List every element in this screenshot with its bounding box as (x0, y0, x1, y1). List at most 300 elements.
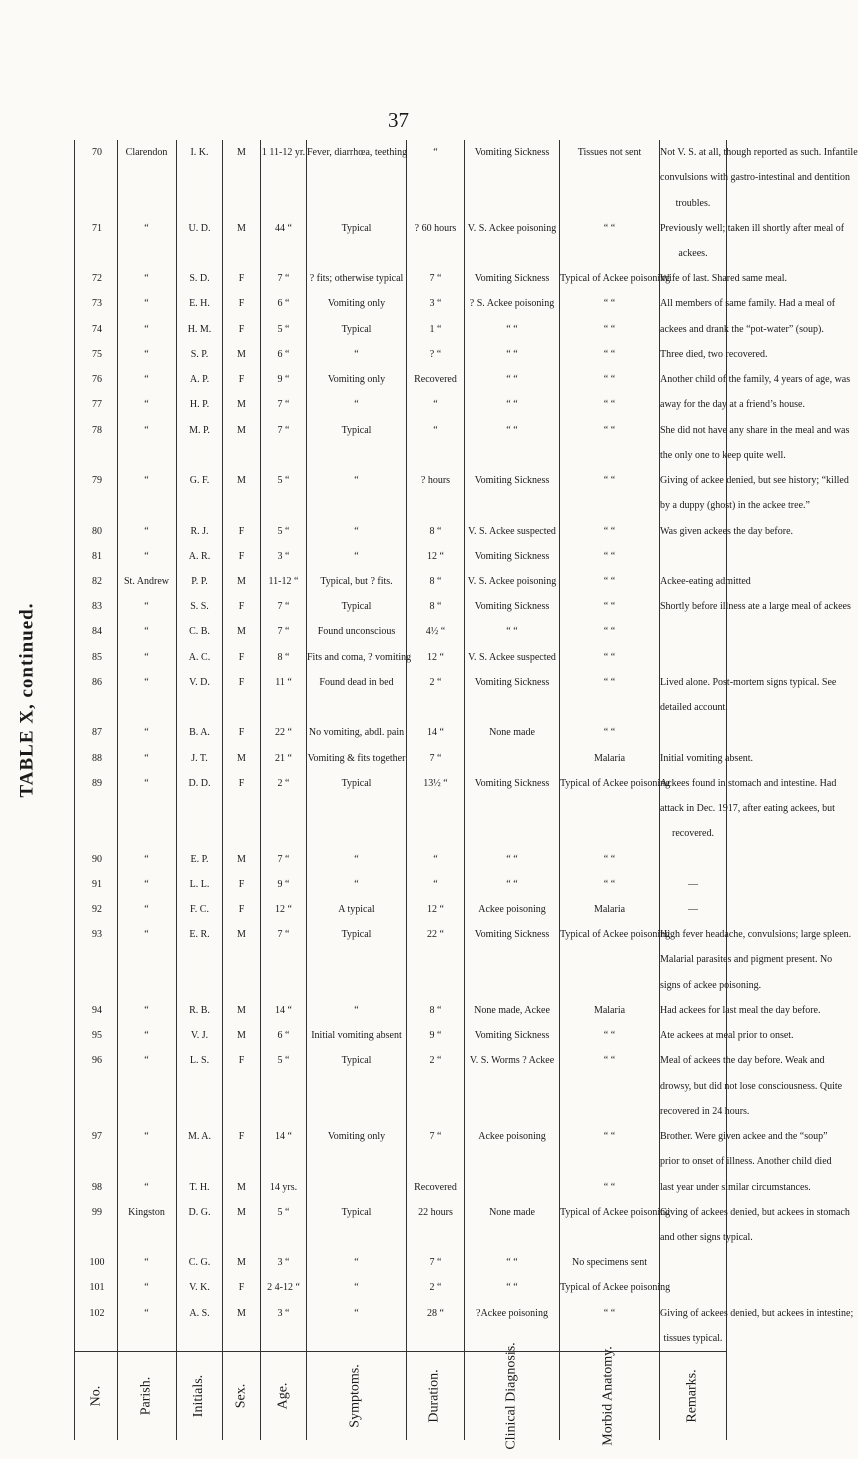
cell-sex (222, 998, 261, 1023)
cell-text: 4½ “ (425, 626, 446, 638)
cell-text: “ (144, 1282, 149, 1294)
cell-age (260, 594, 307, 619)
cell-sex (222, 468, 261, 493)
cell-sex (222, 241, 261, 266)
cell-text: “ “ (603, 576, 616, 587)
cell-text: D. D. (188, 777, 211, 789)
cell-initials (176, 720, 223, 745)
cell-text: “ “ (506, 1257, 518, 1269)
cell-symptoms (306, 1149, 407, 1174)
cell-parish (116, 973, 177, 998)
cell-initials (176, 645, 223, 670)
cell-symptoms (306, 973, 407, 998)
cell-morbid (559, 846, 660, 871)
cell-text: 5 “ (277, 323, 290, 335)
cell-text: M (237, 475, 246, 487)
cell-text: “ (144, 676, 149, 688)
cell-no (75, 670, 119, 695)
cell-sex (222, 796, 261, 821)
cell-clinical (464, 342, 560, 367)
cell-clinical (464, 1023, 560, 1048)
cell-symptoms (306, 518, 407, 543)
cell-text: “ (354, 525, 359, 537)
cell-age (260, 241, 307, 266)
cell-text: Ackee poisoning (478, 1131, 546, 1143)
cell-symptoms (306, 1301, 407, 1326)
cell-symptoms (306, 594, 407, 619)
cell-text: Brother. Were given ackee and the “soup” (660, 1131, 828, 1143)
cell-text: Typical of Ackee poisoning (560, 1282, 671, 1294)
cell-age (260, 720, 307, 745)
cell-morbid (559, 670, 660, 695)
cell-text: 9 “ (277, 374, 290, 386)
cell-text: 80 (92, 525, 102, 537)
cell-symptoms (306, 1073, 407, 1098)
cell-text: F (238, 1055, 245, 1067)
cell-morbid (559, 317, 660, 342)
cell-text: “ “ (603, 323, 616, 335)
cell-text: 14 “ (275, 1131, 292, 1143)
cell-text: 3 “ (277, 1257, 290, 1269)
cell-text: “ “ (603, 1307, 616, 1319)
cell-symptoms (306, 695, 407, 720)
cell-morbid (559, 1200, 671, 1225)
cell-text: troubles. (675, 197, 711, 209)
cell-text: Malaria (593, 903, 626, 915)
cell-morbid (559, 796, 660, 821)
cell-clinical (464, 1048, 560, 1073)
cell-text: 11 “ (275, 676, 292, 688)
cell-no (75, 695, 119, 720)
cell-text: “ (144, 1257, 149, 1269)
cell-remarks (659, 216, 845, 241)
cell-clinical (464, 443, 560, 468)
cell-text: M. P. (189, 424, 210, 436)
cell-remarks (659, 746, 754, 771)
cell-text: St. Andrew (124, 576, 169, 587)
cell-age (260, 342, 307, 367)
cell-duration (406, 569, 465, 594)
cell-parish (116, 670, 177, 695)
cell-parish (116, 1301, 177, 1326)
cell-initials (176, 190, 223, 215)
cell-clinical (464, 1124, 560, 1149)
cell-age (260, 998, 307, 1023)
cell-clinical (464, 619, 560, 644)
cell-text: M (237, 576, 246, 587)
cell-age (260, 897, 307, 922)
cell-text: 82 (92, 576, 102, 587)
cell-initials (176, 771, 223, 796)
cell-text: F (238, 525, 245, 537)
cell-duration (406, 1048, 465, 1073)
cell-duration (406, 947, 465, 972)
cell-text: A. R. (188, 550, 211, 562)
cell-text: 8 “ (429, 525, 442, 537)
cell-text: “ “ (506, 878, 518, 890)
cell-morbid (559, 190, 660, 215)
cell-text: “ “ (603, 651, 616, 663)
cell-symptoms (306, 1048, 407, 1073)
cell-morbid (559, 569, 660, 594)
cell-remarks (659, 392, 805, 417)
cell-remarks (659, 443, 786, 468)
header-parish: Parish. (138, 1376, 153, 1416)
cell-parish (116, 695, 177, 720)
cell-clinical (464, 645, 560, 670)
cell-text: 92 (92, 903, 102, 915)
cell-initials (176, 140, 223, 165)
cell-text: “ (144, 626, 149, 638)
cell-text: “ (354, 1307, 359, 1319)
cell-text: 93 (92, 929, 102, 941)
cell-text: “ (354, 878, 359, 890)
cell-text: F (238, 273, 245, 285)
cell-text: Initial vomiting absent (311, 1030, 402, 1042)
cell-age (260, 1301, 307, 1326)
cell-text: 3 “ (429, 298, 442, 310)
cell-morbid (559, 468, 660, 493)
cell-no (75, 947, 119, 972)
cell-symptoms (306, 266, 407, 291)
cell-text: Fits and coma, ? vomiting (307, 651, 412, 663)
cell-text: L. S. (189, 1055, 210, 1067)
cell-initials (176, 998, 223, 1023)
cell-clinical (464, 872, 560, 897)
cell-text: M. A. (187, 1131, 212, 1143)
cell-no (75, 342, 119, 367)
cell-text: 88 (92, 752, 102, 764)
cell-text: 5 “ (277, 1206, 290, 1218)
cell-text: She did not have any share in the meal and was (660, 424, 850, 436)
cell-text: 90 (92, 853, 102, 865)
cell-parish (116, 947, 177, 972)
cell-sex (222, 1023, 261, 1048)
header-no: No. (88, 1385, 103, 1407)
cell-text: ? S. Ackee poisoning (469, 298, 555, 310)
cell-text: S. P. (190, 348, 209, 360)
cell-duration (406, 846, 465, 871)
cell-morbid (559, 1073, 660, 1098)
cell-sex (222, 418, 261, 443)
cell-text: A. C. (188, 651, 211, 663)
cell-age (260, 872, 307, 897)
cell-text: F (238, 1131, 245, 1143)
cell-text: 83 (92, 601, 102, 613)
cell-text: 8 “ (277, 651, 290, 663)
cell-symptoms (306, 342, 407, 367)
cell-text: 2 “ (429, 1055, 442, 1067)
cell-sex (222, 973, 261, 998)
cell-sex (222, 518, 261, 543)
cell-clinical (464, 1250, 560, 1275)
cell-text: “ (144, 550, 149, 562)
cell-clinical (464, 746, 560, 771)
cell-text: 5 “ (277, 525, 290, 537)
cell-text: Vomiting Sickness (474, 273, 550, 285)
cell-symptoms (306, 216, 407, 241)
cell-symptoms (306, 140, 407, 165)
cell-text: No specimens sent (572, 1257, 647, 1269)
cell-sex (222, 947, 261, 972)
cell-sex (222, 771, 261, 796)
cell-text: “ “ (603, 1030, 616, 1042)
cell-text: E. R. (189, 929, 210, 941)
cell-morbid (559, 821, 660, 846)
cell-text: last year under similar circumstances. (660, 1181, 811, 1193)
cell-initials (176, 922, 223, 947)
cell-text: “ (144, 1181, 149, 1193)
cell-parish (116, 291, 177, 316)
cell-text: 85 (92, 651, 102, 663)
cell-symptoms (306, 241, 407, 266)
cell-text: A typical (338, 903, 375, 915)
cell-text: by a duppy (ghost) in the ackee tree.” (660, 500, 810, 512)
cell-text: T. H. (189, 1181, 210, 1193)
cell-text: 12 “ (427, 903, 444, 915)
cell-text: Giving of ackee denied, but see history; “killed (660, 475, 849, 487)
cell-text: “ “ (603, 348, 616, 360)
cell-text: M (237, 1030, 246, 1042)
cell-text: Typical (341, 1206, 372, 1218)
cell-text: V. S. Worms ? Ackee (469, 1055, 555, 1067)
cell-text: Meal of ackees the day before. Weak and (660, 1055, 825, 1067)
cell-parish (116, 897, 177, 922)
cell-symptoms (306, 1174, 407, 1199)
cell-text: “ (144, 601, 149, 613)
cell-remarks (659, 468, 849, 493)
cell-remarks (659, 418, 850, 443)
cell-initials (176, 1073, 223, 1098)
header-symptoms: Symptoms. (348, 1364, 363, 1428)
cell-sex (222, 897, 261, 922)
cell-text: “ “ (603, 475, 616, 487)
cell-text: 75 (92, 348, 102, 360)
cell-duration (406, 190, 465, 215)
cell-text: Ackee poisoning (478, 903, 546, 915)
cell-age (260, 518, 307, 543)
cell-sex (222, 1073, 261, 1098)
cell-sex (222, 1225, 261, 1250)
cell-parish (116, 1048, 177, 1073)
cell-no (75, 619, 119, 644)
cell-remarks (659, 569, 751, 594)
cell-symptoms (306, 1250, 407, 1275)
cell-remarks (659, 1099, 750, 1124)
cell-text: V. J. (190, 1030, 209, 1042)
cell-remarks (659, 594, 851, 619)
cell-initials (176, 1174, 223, 1199)
cell-text: U. D. (188, 222, 211, 234)
cell-age (260, 493, 307, 518)
cell-morbid (559, 216, 660, 241)
col-duration (406, 140, 465, 1440)
cell-text: Tissues not sent (577, 147, 642, 159)
cell-text: J. T. (191, 752, 208, 764)
cell-age (260, 821, 307, 846)
cell-text: Vomiting only (327, 298, 386, 310)
cell-text: “ (144, 222, 149, 234)
cell-text: “ (144, 525, 149, 537)
cell-morbid (559, 291, 660, 316)
cell-no (75, 897, 119, 922)
header-sex: Sex. (233, 1383, 248, 1409)
cell-no (75, 771, 119, 796)
cell-sex (222, 720, 261, 745)
cell-text: “ “ (603, 399, 616, 411)
cell-duration (406, 291, 465, 316)
cell-symptoms (306, 1200, 407, 1225)
cell-text: Vomiting & fits together (307, 752, 406, 764)
cell-text: 102 (89, 1307, 105, 1319)
cell-morbid (559, 746, 660, 771)
cell-no (75, 1124, 119, 1149)
cell-parish (116, 266, 177, 291)
cell-clinical (464, 821, 560, 846)
cell-text: F (238, 878, 245, 890)
cell-text: 81 (92, 550, 102, 562)
cell-sex (222, 1124, 261, 1149)
cell-sex (222, 1048, 261, 1073)
cell-duration (406, 645, 465, 670)
cell-text: “ “ (603, 601, 616, 613)
cell-text: V. K. (189, 1282, 210, 1294)
cell-initials (176, 594, 223, 619)
cell-remarks (659, 846, 727, 871)
cell-remarks (659, 544, 727, 569)
cell-age (260, 1174, 307, 1199)
cell-text: 7 “ (277, 626, 290, 638)
cell-text: M (237, 222, 246, 234)
cell-duration (406, 544, 465, 569)
cell-text: “ (144, 929, 149, 941)
cell-text: R. J. (190, 525, 209, 537)
cell-symptoms (306, 897, 407, 922)
cell-remarks (659, 897, 727, 922)
cell-text: 7 “ (429, 1131, 442, 1143)
cell-text: 3 “ (277, 550, 290, 562)
cell-age (260, 1048, 307, 1073)
cell-initials (176, 973, 223, 998)
cell-clinical (464, 418, 560, 443)
cell-text: High fever headache, convulsions; large spleen. (660, 929, 852, 941)
cell-duration (406, 1174, 465, 1199)
cell-text: F (238, 676, 245, 688)
cell-age (260, 645, 307, 670)
cell-initials (176, 1275, 223, 1300)
cell-initials (176, 165, 223, 190)
cell-sex (222, 872, 261, 897)
cell-symptoms (306, 190, 407, 215)
cell-text: “ (144, 374, 149, 386)
cell-text: Typical (341, 1055, 372, 1067)
cell-age (260, 392, 307, 417)
cell-age (260, 216, 307, 241)
cell-text: 12 “ (427, 550, 444, 562)
cell-no (75, 1149, 119, 1174)
cell-text: 7 “ (277, 601, 290, 613)
cell-text: recovered. (672, 828, 714, 840)
cell-initials (176, 493, 223, 518)
cell-sex (222, 594, 261, 619)
cell-text: “ “ (506, 399, 518, 411)
cell-text: 13½ “ (423, 777, 448, 789)
cell-age (260, 695, 307, 720)
cell-text: No vomiting, abdl. pain (308, 727, 405, 739)
cell-parish (116, 1073, 177, 1098)
cell-parish (116, 720, 177, 745)
cell-age (260, 291, 307, 316)
cell-remarks (659, 1174, 811, 1199)
cell-duration (406, 670, 465, 695)
cell-sex (222, 746, 261, 771)
cell-parish (116, 998, 177, 1023)
cell-text: “ “ (603, 550, 616, 562)
cell-age (260, 796, 307, 821)
cell-text: 101 (89, 1282, 105, 1294)
cell-no (75, 1073, 119, 1098)
cell-morbid (559, 695, 660, 720)
cell-text: “ “ (506, 323, 518, 335)
cell-no (75, 1048, 119, 1073)
cell-remarks (659, 720, 727, 745)
cell-text: ? hours (420, 475, 451, 487)
cell-initials (176, 418, 223, 443)
cell-initials (176, 266, 223, 291)
cell-duration (406, 1200, 465, 1225)
cell-text: Vomiting Sickness (474, 475, 550, 487)
cell-age (260, 1225, 307, 1250)
cell-text: Typical of Ackee poisoning (560, 273, 671, 285)
cell-text: 96 (92, 1055, 102, 1067)
cell-parish (116, 821, 177, 846)
cell-morbid (559, 594, 660, 619)
cell-duration (406, 367, 465, 392)
cell-text: 22 “ (427, 929, 444, 941)
cell-parish (116, 771, 177, 796)
cell-text: Previously well; taken ill shortly after meal of (660, 222, 845, 234)
cell-morbid (559, 518, 660, 543)
cell-age (260, 973, 307, 998)
cell-no (75, 241, 119, 266)
cell-no (75, 518, 119, 543)
cell-age (260, 1073, 307, 1098)
cell-duration (406, 1326, 465, 1351)
cell-remarks (659, 922, 852, 947)
cell-sex (222, 1275, 261, 1300)
cell-symptoms (306, 367, 407, 392)
cell-text: 84 (92, 626, 102, 638)
cell-text: 28 “ (427, 1307, 444, 1319)
cell-text: “ (144, 878, 149, 890)
cell-text: “ “ (506, 853, 518, 865)
cell-text: 71 (92, 222, 102, 234)
cell-parish (116, 165, 177, 190)
cell-text: “ “ (603, 853, 616, 865)
cell-remarks (659, 291, 836, 316)
cell-morbid (559, 1023, 660, 1048)
cell-remarks (659, 771, 837, 796)
cell-morbid (559, 1149, 660, 1174)
cell-parish (116, 443, 177, 468)
cell-remarks (659, 1301, 854, 1326)
cell-text: F (238, 1282, 245, 1294)
cell-symptoms (306, 443, 407, 468)
cell-no (75, 1225, 119, 1250)
cell-symptoms (306, 1124, 407, 1149)
cell-sex (222, 1174, 261, 1199)
cell-age (260, 468, 307, 493)
